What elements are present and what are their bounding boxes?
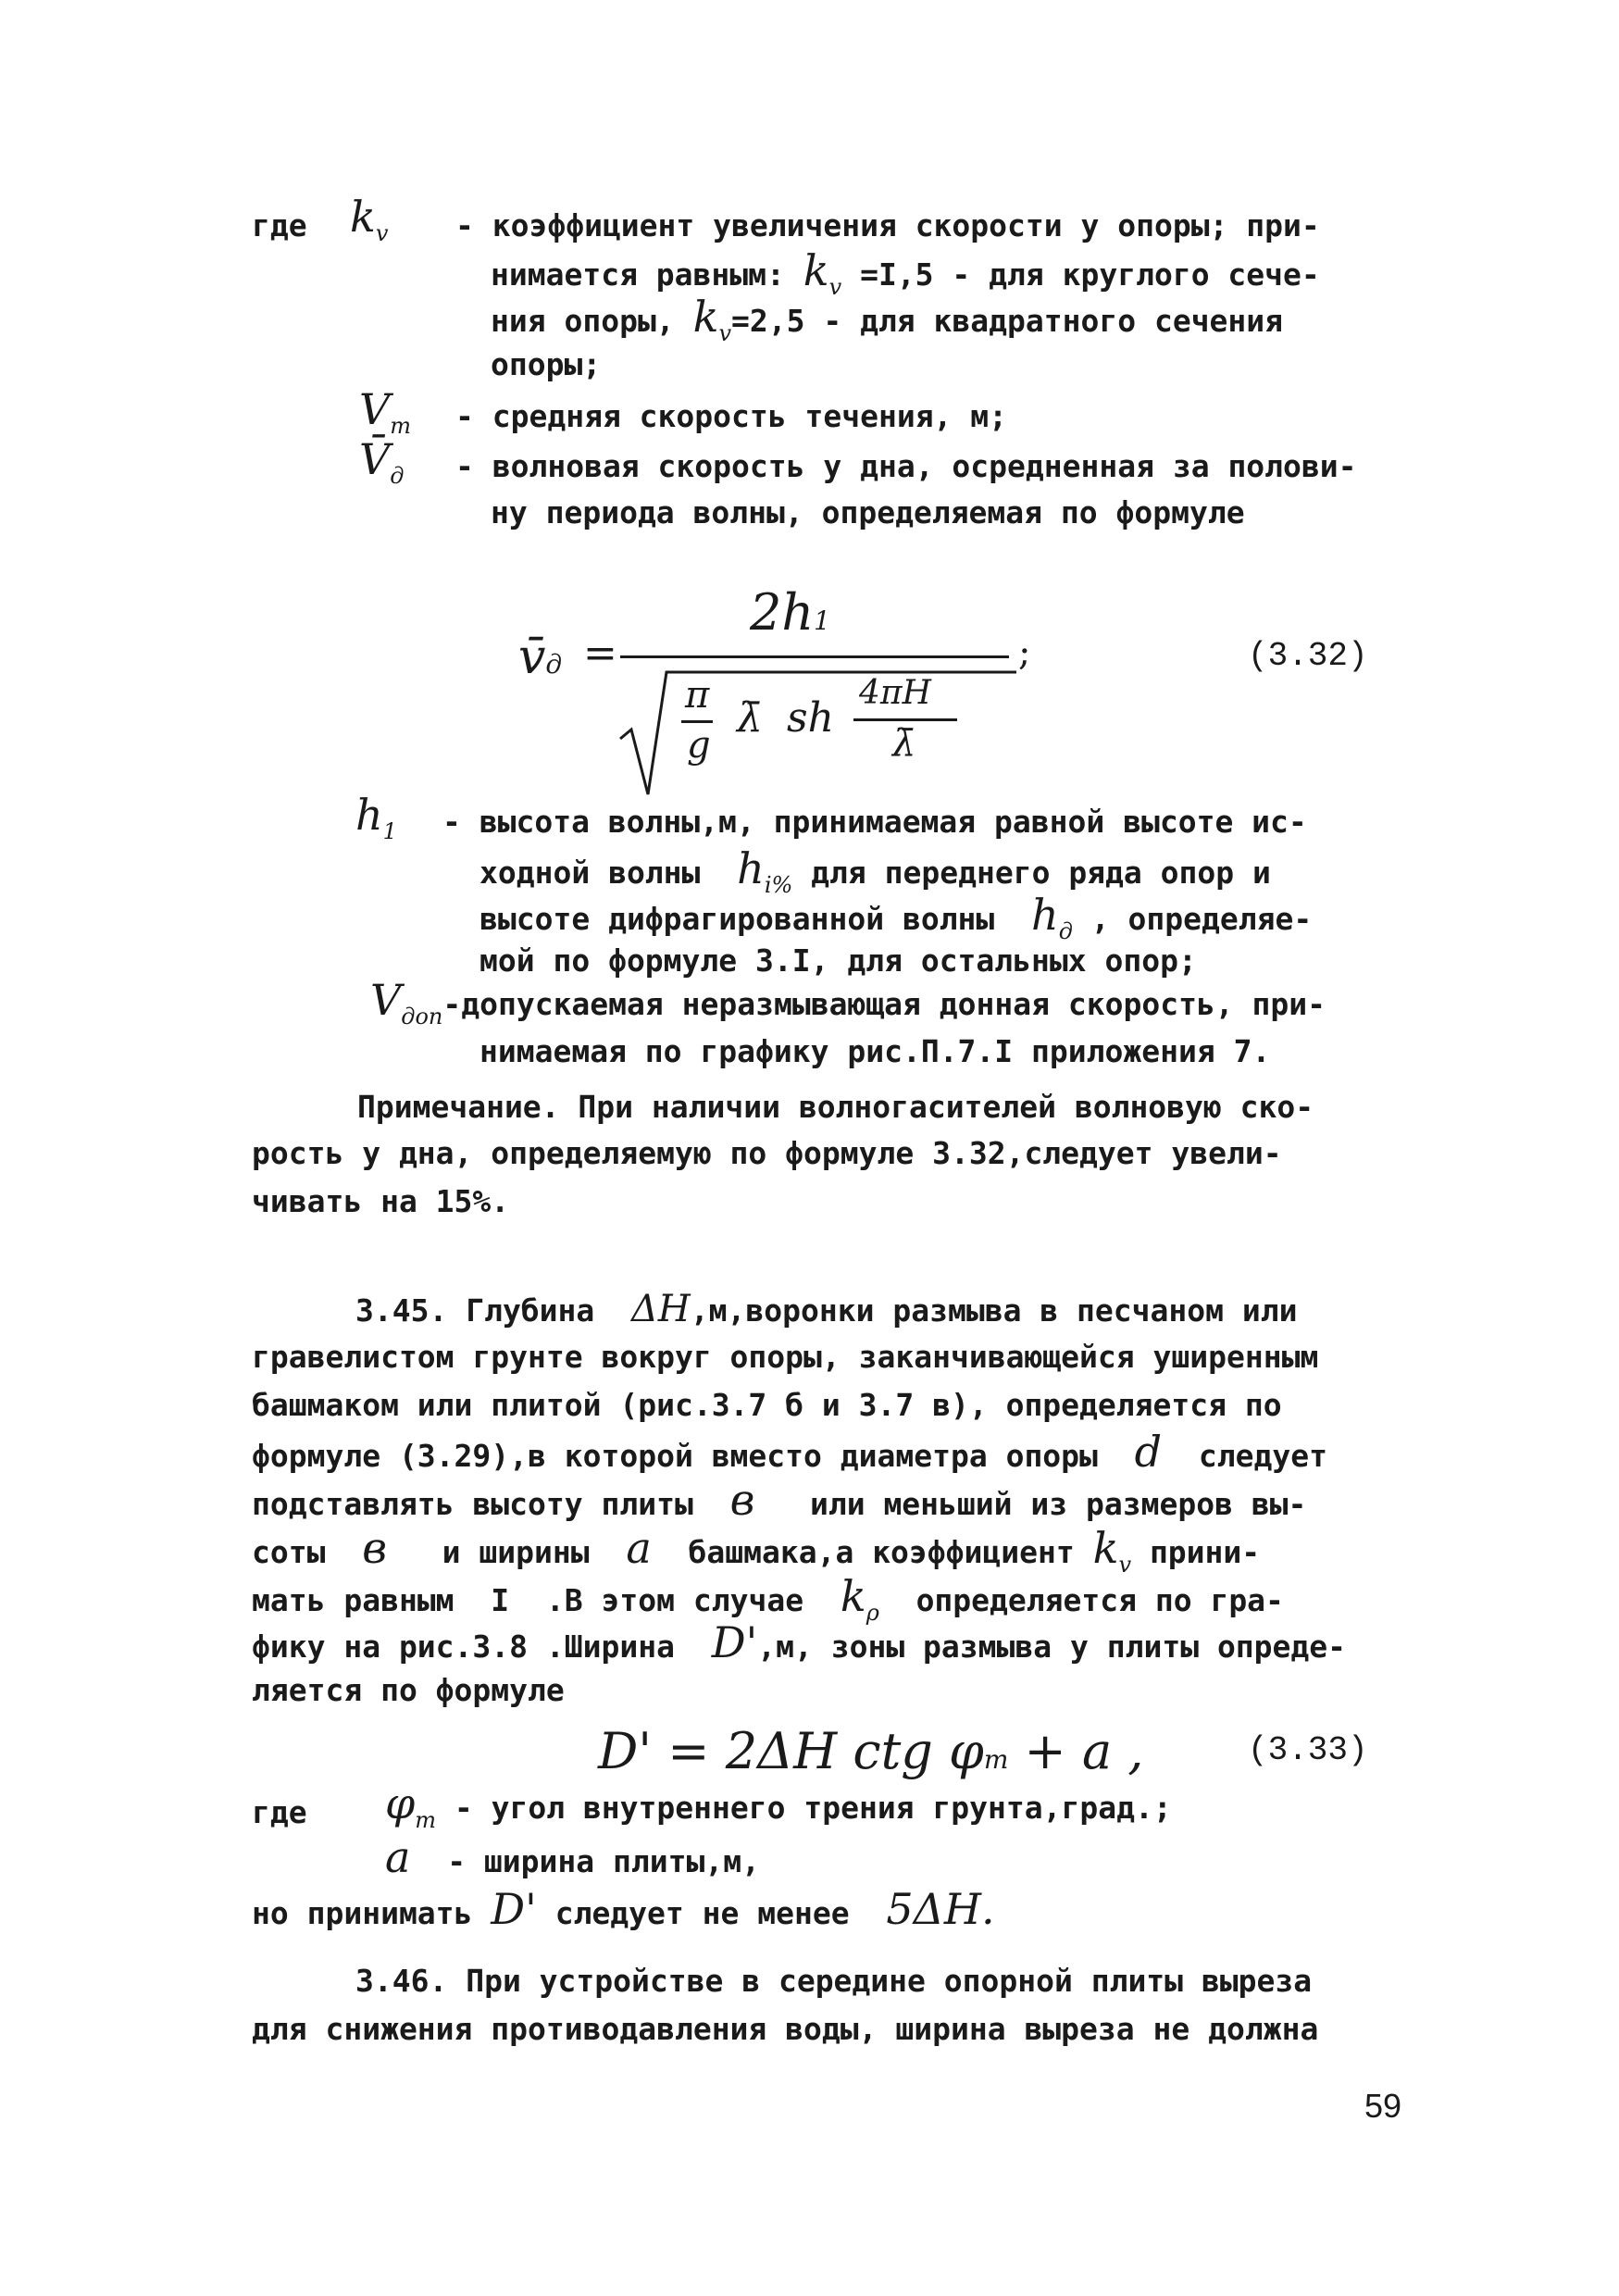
min-d-line: но принимать D' следует не менее 5ΔH. [252, 1884, 995, 1934]
fraction-bar [620, 655, 1009, 658]
para-345-line-9: ляется по формуле [252, 1672, 565, 1708]
v-d-definition-line-1: - волновая скорость у дна, осредненная за полови- [455, 448, 1357, 484]
phi-definition: $\varphi_т$ - угол внутреннего трения грунта,град.; [385, 1778, 1172, 1833]
denom-inner-numerator: 4πH [859, 674, 931, 712]
note-line-3: чивать на 15%. [252, 1183, 510, 1219]
formula-equals: = [583, 630, 617, 677]
formula-lhs: v̄д [518, 630, 563, 685]
h1-definition-line-1: - высота волны,м, принимаемая равной высоте ис- [442, 804, 1307, 840]
v-admissible-line-1: $V_{доп}$-допускаемая неразмывающая донная скорость, при- [370, 975, 1326, 1029]
formula-3-33-number: (3.33) [1248, 1731, 1368, 1769]
k-v-definition-line-2: нимается равным: $k_v =I,5$ - для круглого сече- [491, 245, 1320, 300]
para-345-line-8: фику на рис.3.8 .Ширина D',м, зоны размыва у плиты опреде- [252, 1617, 1347, 1667]
para-345-line-1: 3.45. Глубина ΔH,м,воронки размыва в песчаном или [355, 1288, 1298, 1330]
formula-numerator: 2h1 [750, 583, 830, 642]
note-line-1: Примечание. При наличии волногасителей волновую ско- [357, 1089, 1314, 1125]
denom-inner-denominator: λ̄ [892, 722, 916, 765]
formula-3-33: D' = 2ΔH ctg φт + a , [598, 1722, 1144, 1780]
denom-lambda: λ̄ [737, 694, 763, 742]
para-345-line-3: башмаком или плитой (рис.3.7 б и 3.7 в), определяется по [252, 1387, 1282, 1423]
inner-fraction-bar [853, 718, 957, 721]
formula-3-32-number: (3.32) [1248, 637, 1368, 675]
formula-3-32 [518, 583, 1074, 805]
para-346-line-2: для снижения противодавления воды, ширина выреза не должна [252, 2011, 1319, 2047]
para-345-line-4: формуле (3.29),в которой вместо диаметра опоры d следует [252, 1427, 1327, 1477]
denom-sh: sh [787, 694, 834, 742]
v-d-symbol: $V̄_д$ [359, 434, 405, 489]
h1-definition-line-2: ходной волны $h_{i\%}$ для переднего ряда опор и [479, 843, 1271, 898]
para-346-line-1: 3.46. При устройстве в середине опорной плиты выреза [355, 1963, 1313, 1999]
k-v-definition-line-1: - коэффициент увеличения скорости у опоры; при- [455, 207, 1320, 243]
para-345-line-6: соты в и ширины a башмака,а коэффициент $k_v$ прини- [252, 1523, 1261, 1578]
v-admissible-line-2: нимаемая по графику рис.П.7.I приложения 7. [479, 1033, 1271, 1069]
k-v-definition-line-3: ния опоры, $k_v=2,5$ - для квадратного сечения [491, 292, 1284, 346]
denom-pi: π [685, 674, 710, 717]
k-v-symbol: $k_v$ [350, 192, 389, 246]
a-definition: a - ширина плиты,м, [385, 1832, 760, 1882]
where-word: где [252, 207, 307, 243]
para-345-line-5: подставлять высоту плиты в или меньший из размеров вы- [252, 1475, 1307, 1525]
h1-definition-line-4: мой по формуле 3.I, для остальных опор; [479, 942, 1197, 979]
h1-symbol: $h_1$ [355, 790, 397, 844]
v-t-symbol: $V_т$ [359, 384, 411, 439]
para-345-line-7: мать равным I .В этом случае $k_\rho$ определяется по гра- [252, 1571, 1284, 1626]
page-number: 59 [1364, 2087, 1402, 2125]
h1-definition-line-3: высоте дифрагированной волны $h_д$ , определяе- [479, 890, 1313, 944]
k-v-definition-line-4: опоры; [491, 346, 602, 382]
v-t-definition: - средняя скорость течения, м; [455, 398, 1008, 434]
note-line-2: рость у дна, определяемую по формуле 3.32,следует увели- [252, 1135, 1282, 1171]
formula-semicolon: ; [1018, 631, 1031, 674]
v-d-definition-line-2: ну периода волны, определяемая по формуле [491, 494, 1245, 530]
para-345-line-2: гравелистом грунте вокруг опоры, заканчивающейся уширенным [252, 1339, 1319, 1375]
pi-over-g-bar [681, 720, 713, 723]
denom-g: g [687, 724, 711, 767]
where-word-2: где [252, 1794, 307, 1830]
